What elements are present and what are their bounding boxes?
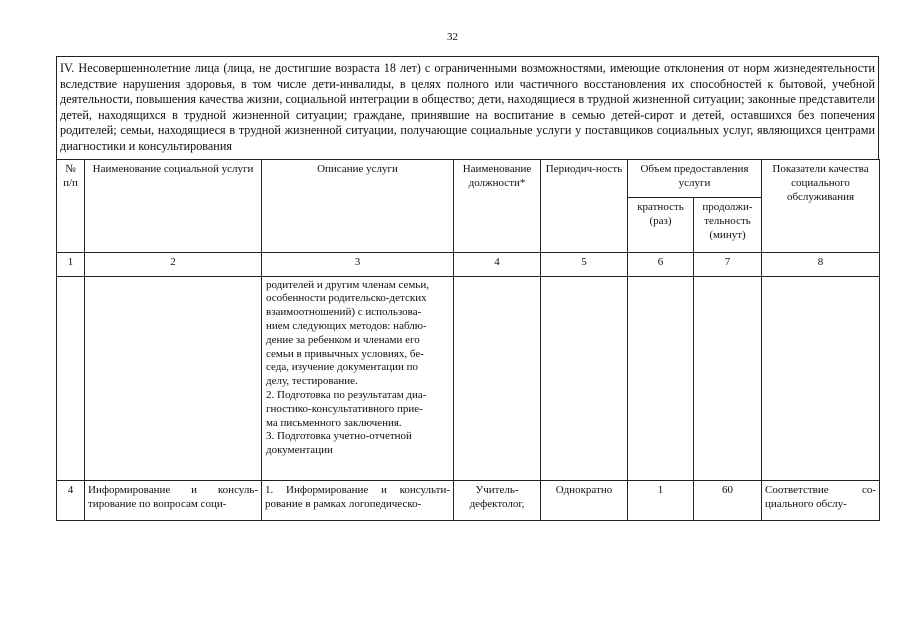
table-cell [694, 276, 762, 480]
description-line: делу, тестирование. [266, 375, 358, 388]
header-service-name: Наименование социальной услуги [85, 159, 262, 252]
section-heading: IV. Несовершеннолетние лица (лица, не достигшие возраста 18 лет) с ограниченными возможностями, имеющие отклонения от норм жизнедеятельности вследствие нарушения здоровья, в том числе дети-инвалиды, в целях полного или частичного восстановления их способностей к бытовой, учебной деятельности, повышения качества жизни, социальной интеграции в общество; дети, находящиеся в трудной жизненной ситуации; законные представители детей, находящихся в трудной жизненной ситуации; граждане, принявшие на воспитание в семью детей-сирот и детей, оставшихся без попечения родителей; семьи, находящиеся в трудной жизненной ситуации, получающие социальные услуги у поставщиков социальных услуг, являющихся центрами диагностики и консультирования [56, 56, 879, 159]
service-description: 1. Информирование и консульти-рование в рамках логопедическо- [262, 480, 454, 520]
column-number: 6 [628, 252, 694, 276]
column-number-row [57, 252, 880, 276]
description-line: седа, изучение документации по [266, 361, 419, 374]
description-line: взаимоотношений) с использова- [266, 306, 422, 319]
description-line: нием следующих методов: наблю- [266, 319, 427, 332]
document-body [56, 56, 879, 521]
service-duration: 60 [694, 480, 762, 520]
header-multiplicity: кратность (раз) [628, 197, 694, 252]
page-number: 32 [447, 31, 458, 43]
column-number: 8 [762, 252, 880, 276]
services-table [56, 159, 880, 521]
header-num: № п/п [57, 159, 85, 252]
description-line: особенности родительско-детских [266, 292, 427, 305]
table-cell [57, 276, 85, 480]
table-row [57, 276, 880, 480]
table-cell [762, 276, 880, 480]
description-line: документации [266, 444, 333, 457]
column-number: 4 [454, 252, 541, 276]
row-number: 4 [57, 480, 85, 520]
header-position: Наименование должности* [454, 159, 541, 252]
description-line: дение за ребенком и членами его [266, 333, 420, 346]
table-cell [628, 276, 694, 480]
table-cell [85, 276, 262, 480]
column-number: 3 [262, 252, 454, 276]
header-periodicity: Периодич-ность [541, 159, 628, 252]
description-line: родителей и другим членам семьи, [266, 278, 429, 291]
description-continuation [262, 276, 454, 480]
column-number: 7 [694, 252, 762, 276]
header-quality: Показатели качества социального обслуживания [762, 159, 880, 252]
description-line: семьи в привычных условиях, бе- [266, 347, 424, 360]
header-volume: Объем предоставления услуги [628, 159, 762, 197]
service-position: Учитель-дефектолог, [454, 480, 541, 520]
service-periodicity: Однократно [541, 480, 628, 520]
header-description: Описание услуги [262, 159, 454, 252]
description-line: 2. Подготовка по результатам диа- [266, 388, 427, 401]
service-quality: Соответствие со-циального обслу- [762, 480, 880, 520]
description-line: гностико-консультативного прие- [266, 402, 423, 415]
header-duration: продолжи-тельность (минут) [694, 197, 762, 252]
table-row [57, 480, 880, 520]
description-line: ма письменного заключения. [266, 416, 402, 429]
service-name: Информирование и консуль-тирование по вопросам соци- [85, 480, 262, 520]
header-row [57, 159, 880, 197]
table-cell [541, 276, 628, 480]
column-number: 2 [85, 252, 262, 276]
service-multiplicity: 1 [628, 480, 694, 520]
table-cell [454, 276, 541, 480]
column-number: 5 [541, 252, 628, 276]
column-number: 1 [57, 252, 85, 276]
description-line: 3. Подготовка учетно-отчетной [266, 430, 412, 443]
